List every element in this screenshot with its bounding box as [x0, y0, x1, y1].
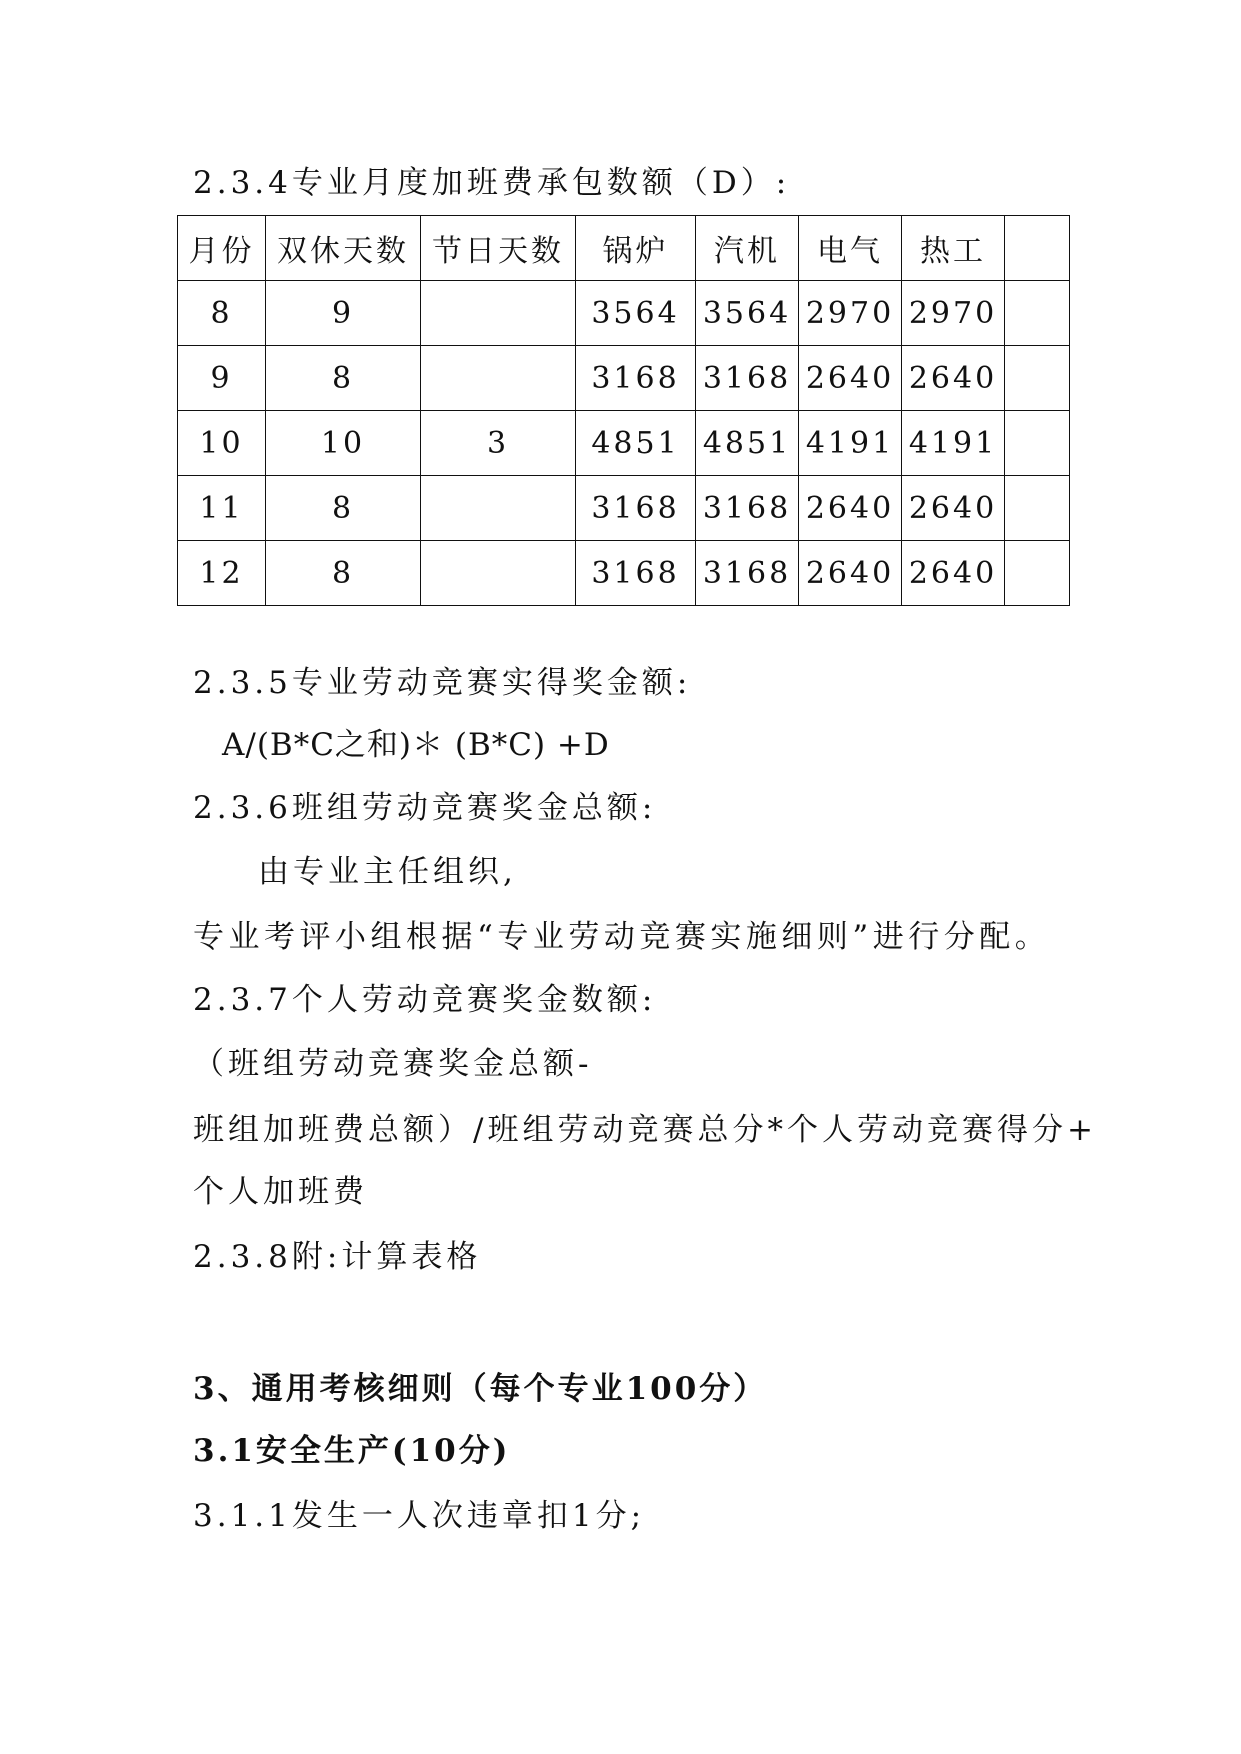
- table-cell: 10: [178, 411, 266, 476]
- table-cell: 2640: [799, 541, 902, 606]
- table-cell: 3: [421, 411, 576, 476]
- table-cell: 9: [178, 346, 266, 411]
- section-2-3-8-title: 2.3.8附:计算表格: [193, 1239, 482, 1275]
- table-cell: 12: [178, 541, 266, 606]
- table-row: [178, 476, 1070, 541]
- table-cell: 3168: [696, 541, 799, 606]
- section-2-3-6-line1: 由专业主任组织,: [258, 854, 517, 890]
- table-row: [178, 346, 1070, 411]
- table-row: [178, 541, 1070, 606]
- table-row: [178, 411, 1070, 476]
- table-cell: 3168: [576, 476, 696, 541]
- table-cell: 双休天数: [266, 216, 421, 281]
- table-cell: 2640: [902, 346, 1005, 411]
- table-cell: 4851: [576, 411, 696, 476]
- table-cell: 4851: [696, 411, 799, 476]
- table-cell: 电气: [799, 216, 902, 281]
- table-cell: [1005, 346, 1070, 411]
- table-cell: 8: [266, 346, 421, 411]
- table-cell: 锅炉: [576, 216, 696, 281]
- table-cell: 3564: [576, 281, 696, 346]
- section-2-3-5-title: 2.3.5专业劳动竞赛实得奖金额:: [193, 665, 692, 701]
- table-cell: 2970: [799, 281, 902, 346]
- section-2-3-7-line3: 个人加班费: [193, 1174, 368, 1210]
- section-3-title: 3、通用考核细则（每个专业100分）: [193, 1371, 768, 1407]
- table-cell: 2640: [902, 541, 1005, 606]
- table-cell: 3168: [696, 476, 799, 541]
- table-cell: 2640: [799, 346, 902, 411]
- table-cell: 2640: [902, 476, 1005, 541]
- table-header-row: [178, 216, 1070, 281]
- table-cell: 3168: [696, 346, 799, 411]
- table-cell: 2640: [799, 476, 902, 541]
- table-cell: [421, 346, 576, 411]
- table-cell: 4191: [799, 411, 902, 476]
- table-cell: [421, 476, 576, 541]
- table-cell: 热工: [902, 216, 1005, 281]
- table-cell: 汽机: [696, 216, 799, 281]
- table-cell: 3168: [576, 541, 696, 606]
- table-cell: 9: [266, 281, 421, 346]
- table-cell: [421, 541, 576, 606]
- table-cell: [1005, 216, 1070, 281]
- table-cell: 11: [178, 476, 266, 541]
- section-3-1-1: 3.1.1发生一人次违章扣1分;: [193, 1498, 646, 1534]
- table-cell: 2970: [902, 281, 1005, 346]
- table-cell: [1005, 476, 1070, 541]
- table-cell: 月份: [178, 216, 266, 281]
- section-2-3-7-line2: 班组加班费总额）/班组劳动竞赛总分*个人劳动竞赛得分+: [193, 1112, 1097, 1148]
- section-2-3-4-title: 2.3.4专业月度加班费承包数额（D）:: [193, 165, 791, 201]
- section-3-1-title: 3.1安全生产(10分): [193, 1433, 511, 1469]
- table-cell: 3168: [576, 346, 696, 411]
- overtime-contract-table: [177, 215, 1070, 606]
- section-2-3-7-title: 2.3.7个人劳动竞赛奖金数额:: [193, 982, 657, 1018]
- section-2-3-6-line2: 专业考评小组根据“专业劳动竞赛实施细则”进行分配。: [193, 919, 1051, 955]
- section-2-3-5-formula: A/(B*C之和)＊ (B*C) +D: [222, 727, 610, 763]
- table-cell: 4191: [902, 411, 1005, 476]
- table-cell: [1005, 411, 1070, 476]
- table-cell: [1005, 541, 1070, 606]
- table-cell: 8: [266, 541, 421, 606]
- table-cell: 10: [266, 411, 421, 476]
- section-2-3-6-title: 2.3.6班组劳动竞赛奖金总额:: [193, 790, 657, 826]
- table-cell: [1005, 281, 1070, 346]
- table-cell: 8: [266, 476, 421, 541]
- table-cell: 3564: [696, 281, 799, 346]
- table-cell: [421, 281, 576, 346]
- table-cell: 8: [178, 281, 266, 346]
- section-2-3-7-line1: （班组劳动竞赛奖金总额-: [193, 1046, 593, 1082]
- table-cell: 节日天数: [421, 216, 576, 281]
- table-row: [178, 281, 1070, 346]
